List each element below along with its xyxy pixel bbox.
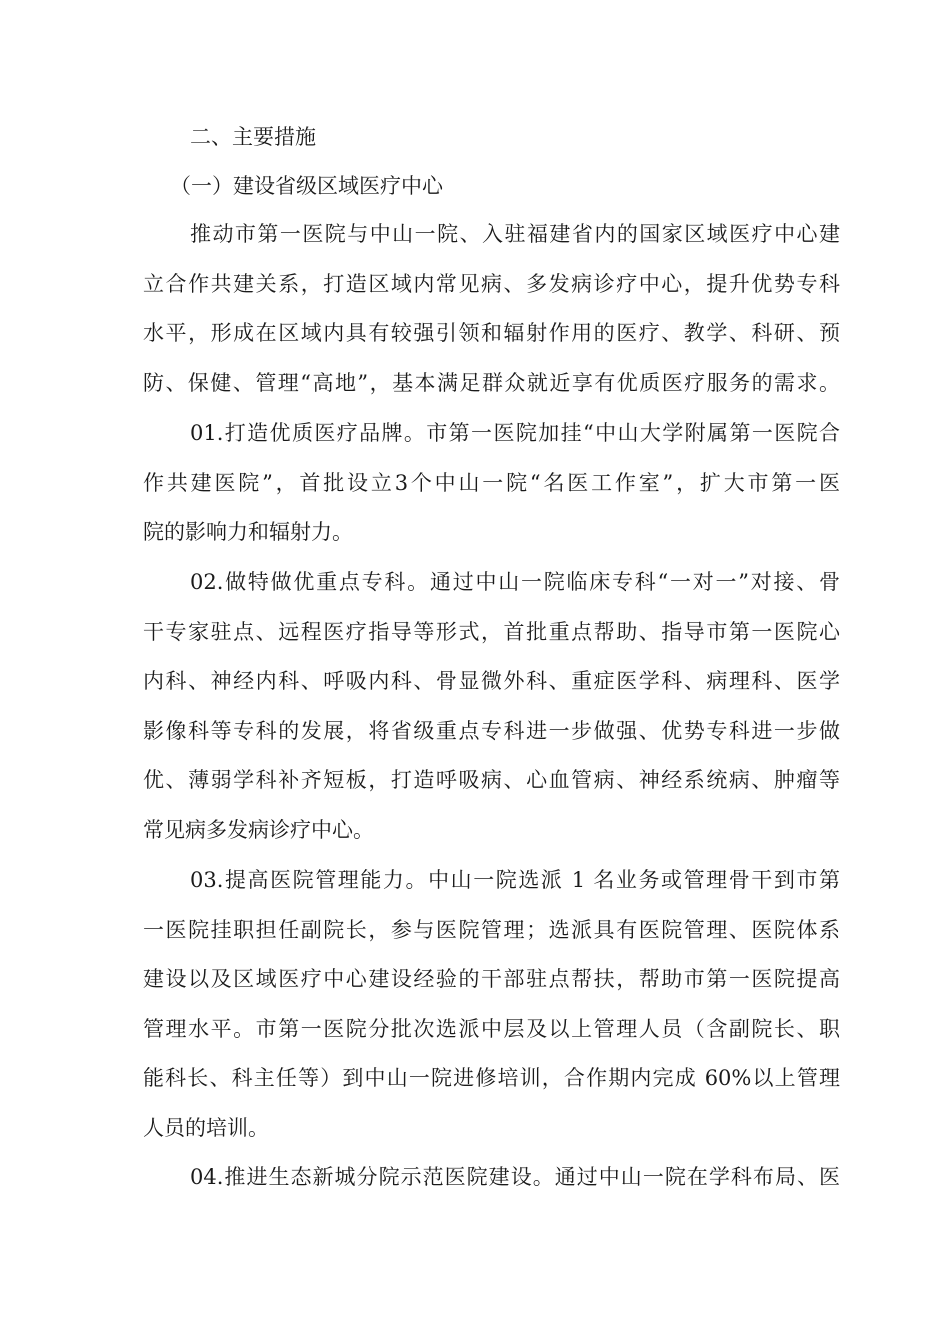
paragraph-line: 防、保健、管理“高地”，基本满足群众就近享有优质医疗服务的需求。 <box>143 370 840 395</box>
paragraph-line: 水平，形成在区域内具有较强引领和辐射作用的医疗、教学、科研、预 <box>143 321 840 345</box>
paragraph <box>143 1153 840 1203</box>
paragraph-line: 干专家驻点、远程医疗指导等形式，首批重点帮助、指导市第一医院心 <box>143 619 840 644</box>
paragraph-line: 一医院挂职担任副院长，参与医院管理；选派具有医院管理、医院体系 <box>143 917 840 942</box>
paragraph-line: 常见病多发病诊疗中心。 <box>143 817 374 842</box>
paragraph <box>143 210 840 408</box>
paragraph-line: 04.推进生态新城分院示范医院建设。通过中山一院在学科布局、医 <box>190 1165 840 1189</box>
paragraph-line: 内科、神经内科、呼吸内科、骨显微外科、重症医学科、病理科、医学 <box>143 669 840 693</box>
paragraph-line: 01.打造优质医疗品牌。市第一医院加挂“中山大学附属第一医院合 <box>190 421 840 445</box>
paragraph-line: 院的影响力和辐射力。 <box>143 520 353 544</box>
paragraph-line: 建设以及区域医疗中心建设经验的干部驻点帮扶，帮助市第一医院提高 <box>143 967 840 991</box>
section-heading: 二、主要措施 <box>190 125 316 149</box>
subsection-heading: （一）建设省级区域医疗中心 <box>170 174 443 198</box>
paragraph-line: 02.做特做优重点专科。通过中山一院临床专科“一对一”对接、骨 <box>190 570 840 594</box>
paragraph <box>143 856 840 1153</box>
paragraph <box>143 409 840 558</box>
paragraph-line: 作共建医院”，首批设立3个中山一院“名医工作室”，扩大市第一医 <box>143 470 840 495</box>
paragraph-line: 立合作共建关系，打造区域内常见病、多发病诊疗中心，提升优势专科 <box>143 271 840 296</box>
paragraph-line: 影像科等专科的发展，将省级重点专科进一步做强、优势专科进一步做 <box>143 718 840 743</box>
paragraph-line: 能科长、科主任等）到中山一院进修培训，合作期内完成 60%以上管理 <box>143 1066 840 1090</box>
paragraph <box>143 558 840 855</box>
paragraph-line: 优、薄弱学科补齐短板，打造呼吸病、心血管病、神经系统病、肿瘤等 <box>143 768 840 792</box>
paragraph-line: 管理水平。市第一医院分批次选派中层及以上管理人员（含副院长、职 <box>143 1016 840 1041</box>
paragraph-line: 推动市第一医院与中山一院、入驻福建省内的国家区域医疗中心建 <box>190 222 840 246</box>
paragraph-line: 03.提高医院管理能力。中山一院选派 1 名业务或管理骨干到市第 <box>190 868 840 892</box>
paragraph-line: 人员的培训。 <box>143 1115 269 1140</box>
